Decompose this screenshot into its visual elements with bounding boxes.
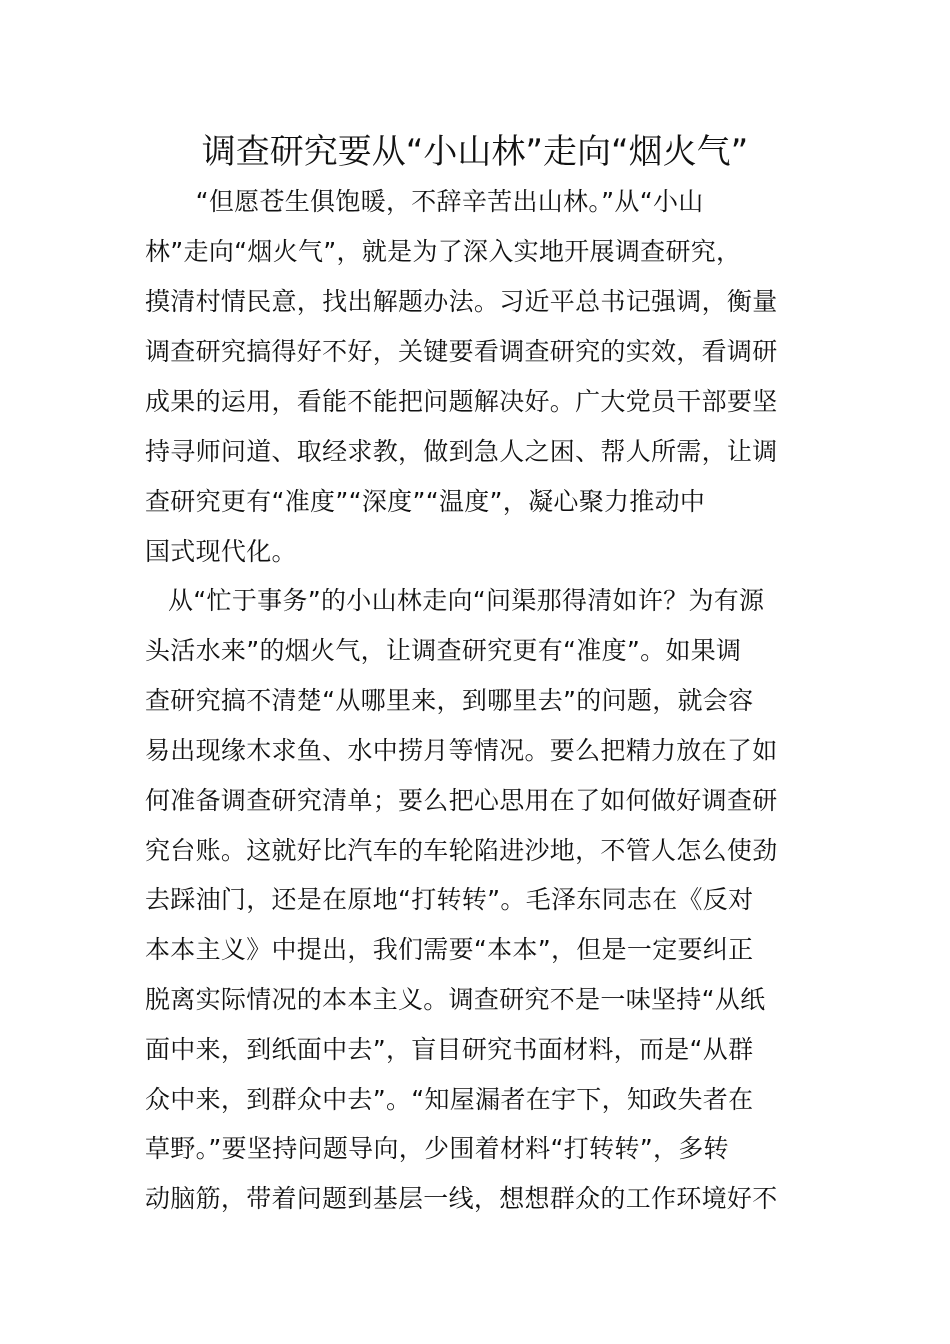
paragraph-line: 调查研究搞得好不好，关键要看调查研究的实效，看调研 — [145, 337, 778, 366]
paragraph-line: 林”走向“烟火气”，就是为了深入实地开展调查研究， — [145, 237, 742, 266]
paragraph-line: 脱离实际情况的本本主义。调查研究不是一味坚持“从纸 — [145, 985, 766, 1014]
paragraph-line: 草野。”要坚持问题导向，少围着材料“打转转”，多转 — [145, 1134, 729, 1163]
paragraph-line: 头活水来”的烟火气，让调查研究更有“准度”。如果调 — [145, 636, 742, 665]
paragraph-line: “但愿苍生俱饱暖，不辞辛苦出山林。”从“小山 — [145, 187, 704, 216]
paragraph-line: 面中来，到纸面中去”，盲目研究书面材料，而是“从群 — [145, 1035, 754, 1064]
paragraph-line: 持寻师问道、取经求教，做到急人之困、帮人所需，让调 — [145, 437, 778, 466]
paragraph-line: 成果的运用，看能不能把问题解决好。广大党员干部要坚 — [145, 387, 778, 416]
paragraph-line: 从“忙于事务”的小山林走向“问渠那得清如许？为有源 — [168, 586, 765, 615]
paragraph-line: 动脑筋，带着问题到基层一线，想想群众的工作环境好不 — [145, 1184, 778, 1213]
paragraph-line: 易出现缘木求鱼、水中捞月等情况。要么把精力放在了如 — [145, 736, 778, 765]
paragraph-line: 何准备调查研究清单；要么把心思用在了如何做好调查研 — [145, 786, 778, 815]
paragraph-line: 查研究更有“准度”“深度”“温度”，凝心聚力推动中 — [145, 487, 706, 516]
paragraph-line: 去踩油门，还是在原地“打转转”。毛泽东同志在《反对 — [145, 885, 754, 914]
paragraph-line: 究台账。这就好比汽车的车轮陷进沙地，不管人怎么使劲 — [145, 836, 778, 865]
paragraph-line: 摸清村情民意，找出解题办法。习近平总书记强调，衡量 — [145, 287, 778, 316]
paragraph-line: 众中来，到群众中去”。“知屋漏者在宇下，知政失者在 — [145, 1085, 754, 1114]
paragraph-line: 本本主义》中提出，我们需要“本本”，但是一定要纠正 — [145, 935, 754, 964]
paragraph-line: 查研究搞不清楚“从哪里来，到哪里去”的问题，就会容 — [145, 686, 754, 715]
paragraph-line: 国式现代化。 — [145, 537, 297, 566]
page-title: 调查研究要从“小山林”走向“烟火气” — [201, 132, 749, 172]
